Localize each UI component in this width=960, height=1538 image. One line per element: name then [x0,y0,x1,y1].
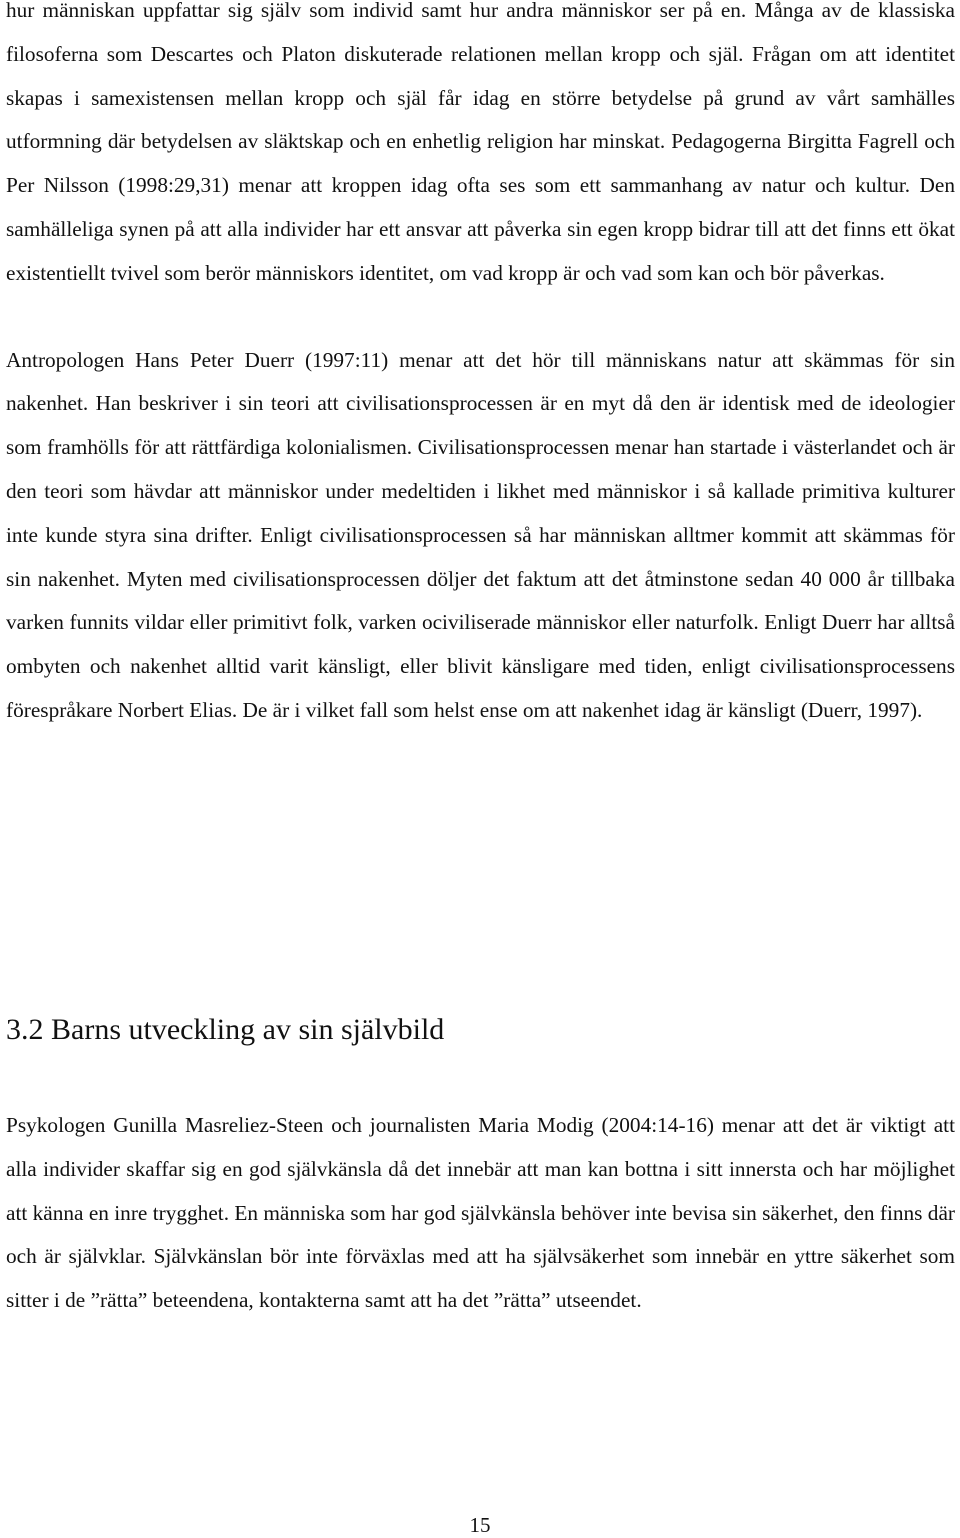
body-paragraph: Psykologen Gunilla Masreliez-Steen och journalisten Maria Modig (2004:14-16) menar att det är viktigt att alla individer skaffar sig en god självkänsla då det innebär att man kan bottna i sitt innersta och har möjlighet att känna en inre trygghet. En människa som har god självkänsla behöver inte bevisa sin säkerhet, den finns där och är självklar. Självkänslan bör inte förväxlas med att ha självsäkerhet som innebär en yttre säkerhet som sitter i de ”rätta” beteendena, kontakterna samt att ha det ”rätta” utseendet. [6,1113,955,1313]
body-paragraph: Antropologen Hans Peter Duerr (1997:11) menar att det hör till människans natur att skämmas för sin nakenhet. Han beskriver i sin teori att civilisationsprocessen är en myt då den är identisk med de ideologier som framhölls för att rättfärdiga kolonialismen. Civilisationsprocessen menar han startade i västerlandet och är den teori som hävdar att människor under medeltiden i likhet med människor i så kallade primitiva kulturer inte kunde styra sina drifter. Enligt civilisationsprocessen så har människan alltmer kommit att skämmas för sin nakenhet. Myten med civilisationsprocessen döljer det faktum att det åtminstone sedan 40 000 år tillbaka varken funnits vildar eller primitivt folk, varken ociviliserade människor eller naturfolk. Enligt Duerr har alltså ombyten och nakenhet alltid varit känsligt, eller blivit känsligare med tiden, enligt civilisationsprocessens förespråkare Norbert Elias. De är i vilket fall som helst ense om att nakenhet idag är känsligt (Duerr, 1997). [6,347,955,722]
paragraph-spacer [6,296,955,339]
page-number: 15 [469,1513,491,1537]
document-page [6,0,955,733]
section-body [6,1104,955,1323]
body-paragraph: hur människan uppfattar sig själv som individ samt hur andra människor ser på en. Många av de klassiska filosoferna som Descartes och Platon diskuterade relationen mellan kropp och själ. Frågan om att identitet skapas i samexistensen mellan kropp och själ får idag en större betydelse på grund av vårt samhälles utformning där betydelsen av släktskap och en enhetlig religion har minskat. Pedagogerna Birgitta Fagrell och Per Nilsson (1998:29,31) menar att kroppen idag ofta ses som ett sammanhang av natur och kultur. Den samhälleliga synen på att alla individer har ett ansvar att påverka sin egen kropp bidrar till att det finns ett ökat existentiellt tvivel som berör människors identitet, om vad kropp är och vad som kan och bör påverkas. [6,0,955,285]
section-heading: 3.2 Barns utveckling av sin självbild [6,1013,445,1046]
